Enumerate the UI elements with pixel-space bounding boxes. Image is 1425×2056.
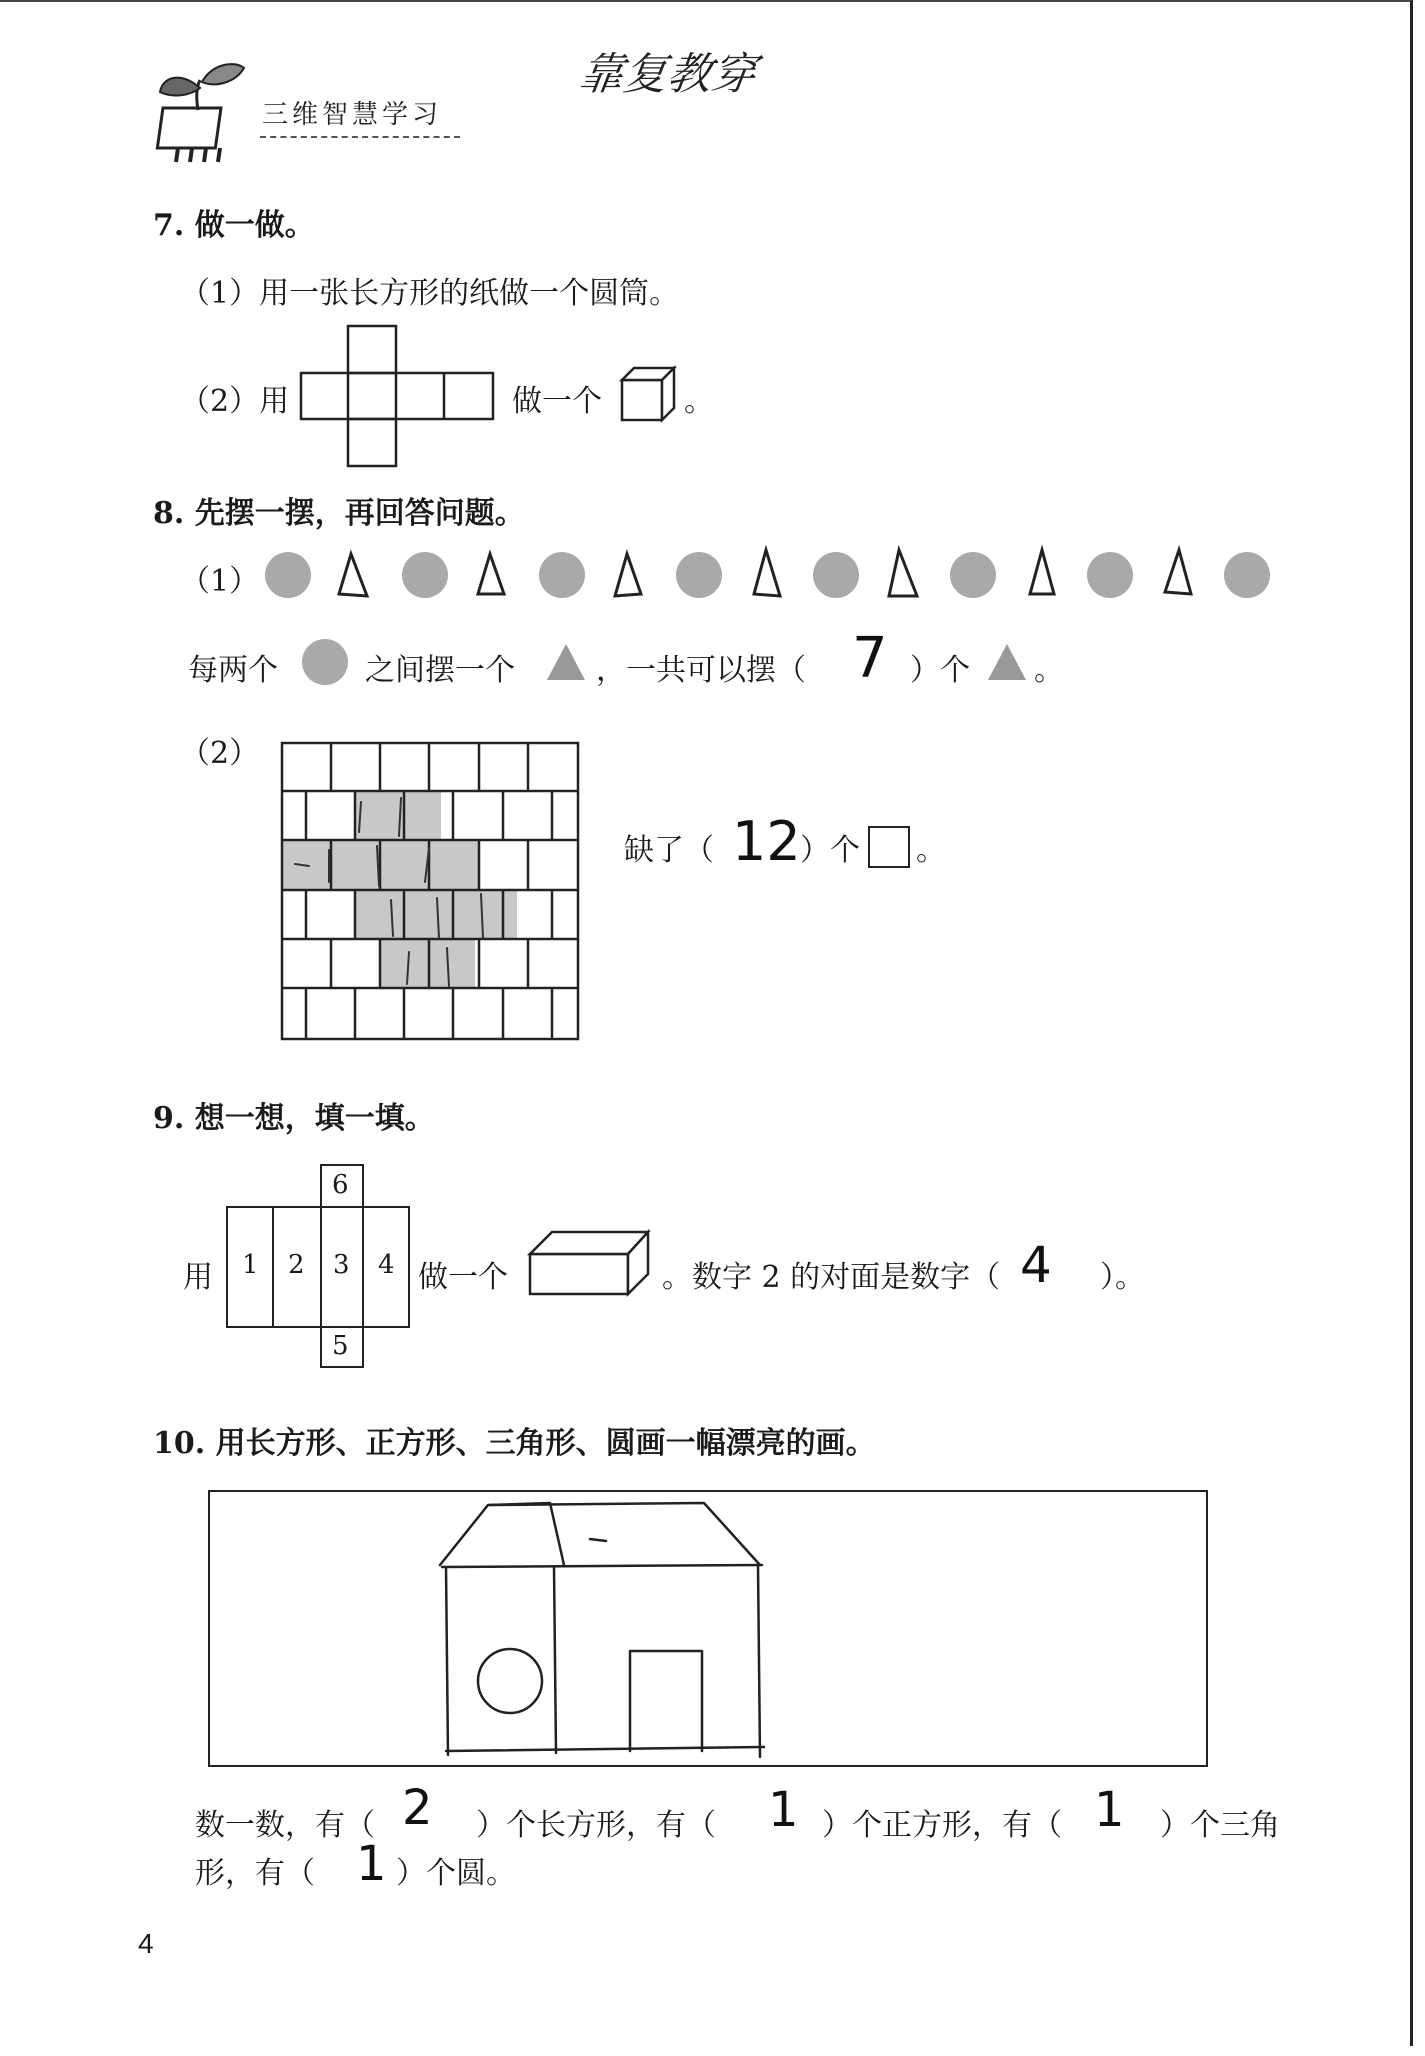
q8-missing-suffix: ）个 <box>800 833 860 868</box>
header-dashed-line <box>260 136 460 138</box>
q10-rect-label: ）个长方形，有（ <box>476 1808 716 1843</box>
gray-circle-inline <box>302 639 348 685</box>
q9-title: 9. 想一想，填一填。 <box>153 1101 435 1136</box>
q10-rect-count: 2 <box>402 1780 433 1836</box>
q7-item2-mid: 做一个 <box>512 384 602 419</box>
cuboid-icon <box>528 1228 650 1298</box>
page-number: 4 <box>138 1928 154 1959</box>
cube-net-cross <box>300 325 495 467</box>
net-divider <box>272 1206 274 1328</box>
net-number-a: 1 <box>242 1250 259 1280</box>
house-drawing <box>430 1495 770 1765</box>
q10-count-intro: 数一数，有（ <box>195 1808 375 1843</box>
hand-triangle-icon <box>1155 548 1195 602</box>
q8-missing-end: 。 <box>916 833 946 868</box>
q7-item2-prefix: （2）用 <box>180 384 290 419</box>
gray-triangle-inline <box>988 644 1026 680</box>
empty-square-icon <box>868 826 910 868</box>
q8-sentence-e: 。 <box>1034 653 1064 688</box>
shape-row <box>265 548 1275 608</box>
q8-answer-2: 12 <box>732 810 801 873</box>
q9-make: 做一个 <box>418 1260 508 1295</box>
q10-square-label: ）个正方形，有（ <box>822 1808 1062 1843</box>
q9-use: 用 <box>183 1260 213 1295</box>
net-number-d: 4 <box>378 1250 395 1280</box>
net-divider <box>362 1206 364 1328</box>
hand-triangle-icon <box>470 550 510 602</box>
hand-triangle-icon <box>607 550 647 602</box>
q8-sentence-c: ，一共可以摆（ <box>596 653 806 688</box>
q10-circle-count: 1 <box>356 1836 387 1892</box>
net-number-b: 2 <box>288 1250 305 1280</box>
header-logo <box>150 58 260 172</box>
q10-title: 10. 用长方形、正方形、三角形、圆画一幅漂亮的画。 <box>153 1426 876 1461</box>
net-number-c: 3 <box>333 1250 350 1280</box>
q8-sentence-b: 之间摆一个 <box>365 653 515 688</box>
q9-sentence: 。数字 2 的对面是数字（ <box>662 1260 1001 1295</box>
hand-triangle-icon <box>333 550 373 602</box>
gray-circle <box>539 552 585 598</box>
cuboid-net <box>226 1164 410 1368</box>
gray-circle <box>950 552 996 598</box>
gray-triangle-inline <box>547 644 585 680</box>
q7-title: 7. 做一做。 <box>153 208 315 243</box>
gray-circle <box>813 552 859 598</box>
series-title: 三维智慧学习 <box>262 100 443 130</box>
q10-circle-label: ）个圆。 <box>396 1856 516 1891</box>
q8-sentence-a: 每两个 <box>188 653 278 688</box>
cube-icon <box>620 366 678 424</box>
hand-triangle-icon <box>881 548 921 602</box>
q7-item2-end: 。 <box>684 384 714 419</box>
net-number-bottom: 5 <box>332 1331 349 1361</box>
hand-triangle-icon <box>744 548 784 602</box>
plant-chip-icon <box>150 58 260 168</box>
q10-triangle-count: 1 <box>1094 1782 1125 1838</box>
q8-item2-label: （2） <box>180 736 260 771</box>
gray-circle <box>1087 552 1133 598</box>
hand-triangle-icon <box>1018 548 1058 602</box>
q8-item1-label: （1） <box>180 564 260 599</box>
gray-circle <box>676 552 722 598</box>
q8-sentence-d: ）个 <box>910 653 970 688</box>
net-divider <box>320 1206 322 1328</box>
q8-title: 8. 先摆一摆，再回答问题。 <box>153 496 525 531</box>
q8-missing-prefix: 缺了（ <box>624 833 714 868</box>
brick-wall-grid <box>281 742 579 1040</box>
q10-triangle-label: ）个三角 <box>1160 1808 1280 1843</box>
q10-square-count: 1 <box>768 1782 799 1838</box>
gray-circle <box>265 552 311 598</box>
gray-circle <box>402 552 448 598</box>
q9-end: ）。 <box>1100 1260 1145 1295</box>
net-number-top: 6 <box>332 1170 349 1200</box>
q9-answer: 4 <box>1020 1236 1052 1294</box>
gray-circle <box>1224 552 1270 598</box>
q7-item1: （1）用一张长方形的纸做一个圆筒。 <box>180 276 680 311</box>
q8-answer-1: 7 <box>852 626 888 691</box>
q10-line2-prefix: 形，有（ <box>195 1856 315 1891</box>
handwritten-name: 靠复教穿 <box>575 49 759 100</box>
